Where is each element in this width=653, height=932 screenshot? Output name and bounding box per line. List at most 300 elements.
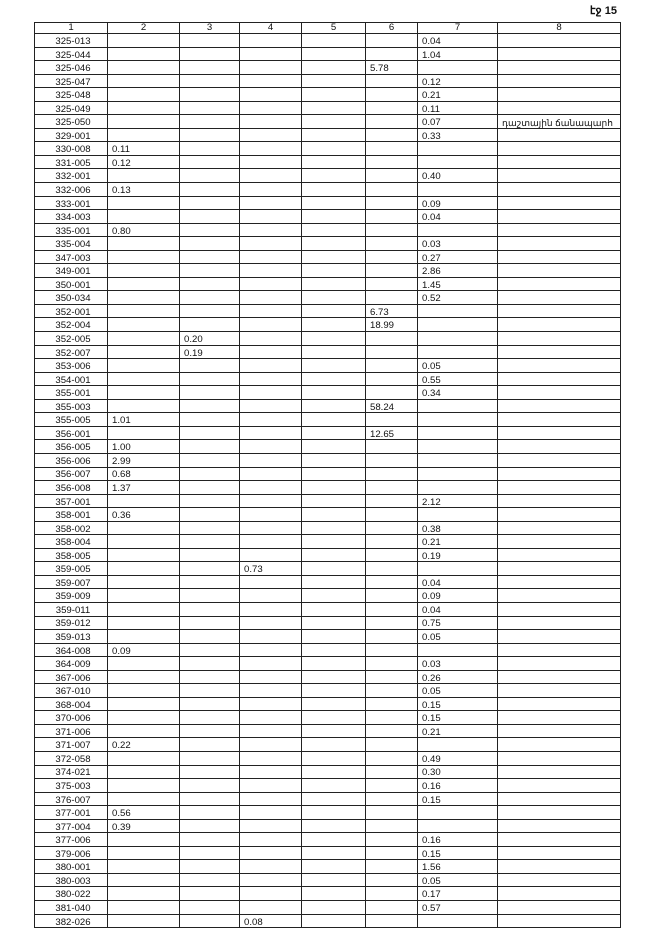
parcel-code: 325-048 [35, 88, 108, 102]
col-7-value: 0.16 [418, 833, 498, 847]
col-7-value: 0.21 [418, 88, 498, 102]
col-8-note [498, 765, 621, 779]
col-6-value [366, 873, 418, 887]
col-7-value: 0.05 [418, 359, 498, 373]
col-4-value [240, 873, 302, 887]
col-8-note [498, 643, 621, 657]
col-6-value [366, 616, 418, 630]
table-row [35, 142, 621, 156]
parcel-code: 325-047 [35, 74, 108, 88]
col-5-value [302, 372, 366, 386]
col-2-value: 0.80 [108, 223, 180, 237]
col-5-value [302, 359, 366, 373]
col-3-value [180, 562, 240, 576]
col-5-value [302, 34, 366, 48]
column-header: 3 [180, 23, 240, 34]
col-5-value [302, 860, 366, 874]
col-7-value [418, 481, 498, 495]
col-5-value [302, 846, 366, 860]
parcel-code: 359-009 [35, 589, 108, 603]
col-8-note [498, 210, 621, 224]
col-5-value [302, 575, 366, 589]
col-3-value [180, 751, 240, 765]
col-2-value [108, 332, 180, 346]
col-5-value [302, 169, 366, 183]
col-8-note [498, 738, 621, 752]
table-row [35, 846, 621, 860]
col-4-value [240, 779, 302, 793]
col-2-value [108, 47, 180, 61]
col-2-value [108, 589, 180, 603]
col-8-note [498, 751, 621, 765]
parcel-code: 349-001 [35, 264, 108, 278]
col-3-value [180, 806, 240, 820]
col-5-value [302, 74, 366, 88]
parcel-code: 331-005 [35, 155, 108, 169]
parcel-code: 377-001 [35, 806, 108, 820]
col-5-value [302, 806, 366, 820]
col-3-value [180, 521, 240, 535]
col-2-value [108, 345, 180, 359]
table-row [35, 291, 621, 305]
col-7-value: 0.09 [418, 589, 498, 603]
parcel-code: 359-007 [35, 575, 108, 589]
col-3-value [180, 426, 240, 440]
col-4-value [240, 575, 302, 589]
col-6-value [366, 521, 418, 535]
table-row [35, 115, 621, 129]
col-3-value [180, 535, 240, 549]
col-7-value: 0.15 [418, 846, 498, 860]
parcel-code: 353-006 [35, 359, 108, 373]
col-4-value [240, 277, 302, 291]
col-4-value [240, 142, 302, 156]
col-2-value: 0.68 [108, 467, 180, 481]
col-2-value [108, 535, 180, 549]
parcel-code: 379-006 [35, 846, 108, 860]
col-8-note [498, 846, 621, 860]
table-row [35, 494, 621, 508]
col-2-value [108, 291, 180, 305]
col-7-value: 0.26 [418, 670, 498, 684]
col-4-value [240, 846, 302, 860]
col-8-note [498, 386, 621, 400]
col-5-value [302, 602, 366, 616]
parcel-code: 352-005 [35, 332, 108, 346]
table-row [35, 548, 621, 562]
col-5-value [302, 440, 366, 454]
column-header: 5 [302, 23, 366, 34]
col-5-value [302, 535, 366, 549]
col-8-note [498, 318, 621, 332]
col-4-value [240, 155, 302, 169]
col-6-value [366, 751, 418, 765]
col-4-value [240, 751, 302, 765]
table-row [35, 304, 621, 318]
table-row [35, 372, 621, 386]
col-5-value [302, 738, 366, 752]
col-8-note [498, 304, 621, 318]
table-row [35, 901, 621, 915]
col-8-note [498, 535, 621, 549]
col-4-value [240, 250, 302, 264]
col-2-value [108, 115, 180, 129]
parcel-code: 371-006 [35, 724, 108, 738]
col-2-value: 1.01 [108, 413, 180, 427]
col-7-value [418, 183, 498, 197]
col-5-value [302, 589, 366, 603]
table-row [35, 61, 621, 75]
col-2-value [108, 74, 180, 88]
col-7-value: 0.33 [418, 128, 498, 142]
col-5-value [302, 562, 366, 576]
col-8-note [498, 494, 621, 508]
col-3-value [180, 711, 240, 725]
col-3-value: 0.19 [180, 345, 240, 359]
col-8-note [498, 155, 621, 169]
col-8-note [498, 332, 621, 346]
parcel-code: 333-001 [35, 196, 108, 210]
col-4-value [240, 684, 302, 698]
col-2-value: 0.09 [108, 643, 180, 657]
col-3-value [180, 670, 240, 684]
col-7-value: 0.52 [418, 291, 498, 305]
col-4-value: 0.73 [240, 562, 302, 576]
col-8-note [498, 101, 621, 115]
col-7-value: 0.21 [418, 724, 498, 738]
col-2-value: 0.12 [108, 155, 180, 169]
col-3-value [180, 548, 240, 562]
col-8-note [498, 508, 621, 522]
col-4-value [240, 453, 302, 467]
col-3-value [180, 413, 240, 427]
col-5-value [302, 779, 366, 793]
col-8-note [498, 399, 621, 413]
col-4-value [240, 440, 302, 454]
col-4-value [240, 467, 302, 481]
col-7-value: 0.04 [418, 575, 498, 589]
col-6-value: 5.78 [366, 61, 418, 75]
col-6-value [366, 602, 418, 616]
col-5-value [302, 697, 366, 711]
table-row [35, 873, 621, 887]
parcel-code: 354-001 [35, 372, 108, 386]
parcel-code: 359-005 [35, 562, 108, 576]
col-2-value [108, 34, 180, 48]
col-7-value: 0.11 [418, 101, 498, 115]
col-7-value [418, 819, 498, 833]
col-3-value [180, 372, 240, 386]
col-7-value: 0.21 [418, 535, 498, 549]
table-row [35, 277, 621, 291]
col-6-value [366, 481, 418, 495]
table-row [35, 535, 621, 549]
col-6-value [366, 250, 418, 264]
col-8-note [498, 521, 621, 535]
col-4-value [240, 670, 302, 684]
col-5-value [302, 291, 366, 305]
col-4-value [240, 724, 302, 738]
col-6-value [366, 47, 418, 61]
col-4-value [240, 860, 302, 874]
col-5-value [302, 670, 366, 684]
parcel-code: 355-001 [35, 386, 108, 400]
col-4-value [240, 291, 302, 305]
col-2-value [108, 630, 180, 644]
parcel-code: 334-003 [35, 210, 108, 224]
col-6-value [366, 833, 418, 847]
col-2-value [108, 277, 180, 291]
col-2-value [108, 833, 180, 847]
parcel-code: 335-004 [35, 237, 108, 251]
col-2-value [108, 210, 180, 224]
col-6-value [366, 508, 418, 522]
col-6-value [366, 684, 418, 698]
parcel-code: 372-058 [35, 751, 108, 765]
col-8-note [498, 724, 621, 738]
col-7-value: 1.04 [418, 47, 498, 61]
col-7-value: 0.75 [418, 616, 498, 630]
col-7-value: 0.05 [418, 873, 498, 887]
table-row [35, 914, 621, 928]
col-2-value [108, 779, 180, 793]
col-6-value [366, 386, 418, 400]
col-4-value [240, 901, 302, 915]
table-row [35, 697, 621, 711]
col-2-value [108, 318, 180, 332]
col-6-value [366, 589, 418, 603]
col-6-value [366, 562, 418, 576]
col-6-value [366, 196, 418, 210]
col-7-value: 0.55 [418, 372, 498, 386]
col-2-value: 2.99 [108, 453, 180, 467]
col-4-value [240, 833, 302, 847]
col-6-value [366, 467, 418, 481]
col-2-value [108, 494, 180, 508]
col-7-value [418, 223, 498, 237]
col-2-value: 0.13 [108, 183, 180, 197]
col-3-value [180, 223, 240, 237]
col-6-value [366, 860, 418, 874]
ledger-table [34, 22, 621, 928]
col-6-value [366, 372, 418, 386]
parcel-code: 358-001 [35, 508, 108, 522]
col-5-value [302, 61, 366, 75]
col-7-value [418, 155, 498, 169]
col-6-value [366, 494, 418, 508]
col-4-value [240, 304, 302, 318]
col-4-value [240, 34, 302, 48]
col-6-value: 58.24 [366, 399, 418, 413]
col-3-value [180, 115, 240, 129]
col-5-value [302, 901, 366, 915]
col-8-note [498, 697, 621, 711]
col-7-value: 0.40 [418, 169, 498, 183]
col-8-note [498, 792, 621, 806]
col-4-value [240, 183, 302, 197]
col-8-note [498, 602, 621, 616]
table-row [35, 643, 621, 657]
col-3-value [180, 47, 240, 61]
col-6-value [366, 128, 418, 142]
parcel-code: 356-006 [35, 453, 108, 467]
col-8-note [498, 887, 621, 901]
col-4-value [240, 345, 302, 359]
col-2-value [108, 901, 180, 915]
col-7-value: 0.57 [418, 901, 498, 915]
table-row [35, 399, 621, 413]
col-2-value [108, 724, 180, 738]
col-7-value: 0.30 [418, 765, 498, 779]
col-6-value [366, 413, 418, 427]
table-row [35, 386, 621, 400]
col-2-value: 1.00 [108, 440, 180, 454]
col-5-value [302, 887, 366, 901]
col-6-value [366, 277, 418, 291]
col-4-value [240, 589, 302, 603]
table-row [35, 819, 621, 833]
parcel-code: 364-008 [35, 643, 108, 657]
col-4-value [240, 386, 302, 400]
col-8-note [498, 779, 621, 793]
col-6-value: 6.73 [366, 304, 418, 318]
parcel-code: 329-001 [35, 128, 108, 142]
col-5-value [302, 765, 366, 779]
col-7-value [418, 332, 498, 346]
col-8-note [498, 61, 621, 75]
col-4-value [240, 74, 302, 88]
col-6-value [366, 210, 418, 224]
col-4-value [240, 481, 302, 495]
col-8-note [498, 711, 621, 725]
table-row [35, 237, 621, 251]
table-row [35, 250, 621, 264]
table-row [35, 74, 621, 88]
table-row [35, 765, 621, 779]
parcel-code: 382-026 [35, 914, 108, 928]
table-row [35, 521, 621, 535]
col-3-value [180, 61, 240, 75]
col-2-value: 0.39 [108, 819, 180, 833]
col-5-value [302, 183, 366, 197]
parcel-code: 347-003 [35, 250, 108, 264]
col-3-value [180, 846, 240, 860]
col-3-value [180, 155, 240, 169]
header-row [35, 23, 621, 34]
col-7-value: 0.49 [418, 751, 498, 765]
table-row [35, 101, 621, 115]
col-2-value [108, 521, 180, 535]
col-8-note [498, 169, 621, 183]
col-6-value [366, 643, 418, 657]
col-4-value [240, 494, 302, 508]
col-5-value [302, 657, 366, 671]
col-3-value [180, 277, 240, 291]
col-8-note: դաշտային ճանապարհ [498, 115, 621, 129]
table-row [35, 616, 621, 630]
col-6-value [366, 806, 418, 820]
parcel-code: 370-006 [35, 711, 108, 725]
col-3-value [180, 142, 240, 156]
table-row [35, 562, 621, 576]
col-6-value [366, 914, 418, 928]
col-7-value: 0.09 [418, 196, 498, 210]
col-8-note [498, 345, 621, 359]
col-3-value: 0.20 [180, 332, 240, 346]
col-2-value [108, 575, 180, 589]
col-5-value [302, 508, 366, 522]
table-row [35, 589, 621, 603]
parcel-code: 355-005 [35, 413, 108, 427]
col-6-value [366, 183, 418, 197]
col-5-value [302, 223, 366, 237]
col-8-note [498, 575, 621, 589]
col-6-value [366, 359, 418, 373]
col-6-value [366, 887, 418, 901]
table-row [35, 860, 621, 874]
col-3-value [180, 74, 240, 88]
col-7-value [418, 806, 498, 820]
col-5-value [302, 521, 366, 535]
col-6-value [366, 440, 418, 454]
parcel-code: 371-007 [35, 738, 108, 752]
col-3-value [180, 237, 240, 251]
col-3-value [180, 183, 240, 197]
table-row [35, 426, 621, 440]
col-8-note [498, 873, 621, 887]
col-4-value [240, 223, 302, 237]
col-3-value [180, 467, 240, 481]
col-8-note [498, 467, 621, 481]
table-row [35, 602, 621, 616]
table-row [35, 684, 621, 698]
col-4-value [240, 101, 302, 115]
col-2-value [108, 101, 180, 115]
parcel-code: 380-003 [35, 873, 108, 887]
col-4-value [240, 711, 302, 725]
ledger-body [35, 34, 621, 928]
table-row [35, 630, 621, 644]
col-4-value [240, 887, 302, 901]
col-3-value [180, 684, 240, 698]
table-row [35, 792, 621, 806]
table-row [35, 751, 621, 765]
col-2-value [108, 426, 180, 440]
col-2-value [108, 792, 180, 806]
col-6-value [366, 291, 418, 305]
table-row [35, 738, 621, 752]
col-5-value [302, 264, 366, 278]
col-3-value [180, 264, 240, 278]
col-7-value: 0.15 [418, 792, 498, 806]
col-5-value [302, 196, 366, 210]
col-6-value [366, 711, 418, 725]
col-8-note [498, 359, 621, 373]
col-2-value [108, 914, 180, 928]
col-4-value [240, 264, 302, 278]
col-2-value: 0.56 [108, 806, 180, 820]
col-7-value: 2.86 [418, 264, 498, 278]
parcel-code: 356-007 [35, 467, 108, 481]
col-3-value [180, 481, 240, 495]
col-3-value [180, 318, 240, 332]
col-2-value [108, 765, 180, 779]
col-5-value [302, 399, 366, 413]
col-5-value [302, 115, 366, 129]
col-3-value [180, 196, 240, 210]
table-row [35, 183, 621, 197]
col-4-value [240, 426, 302, 440]
